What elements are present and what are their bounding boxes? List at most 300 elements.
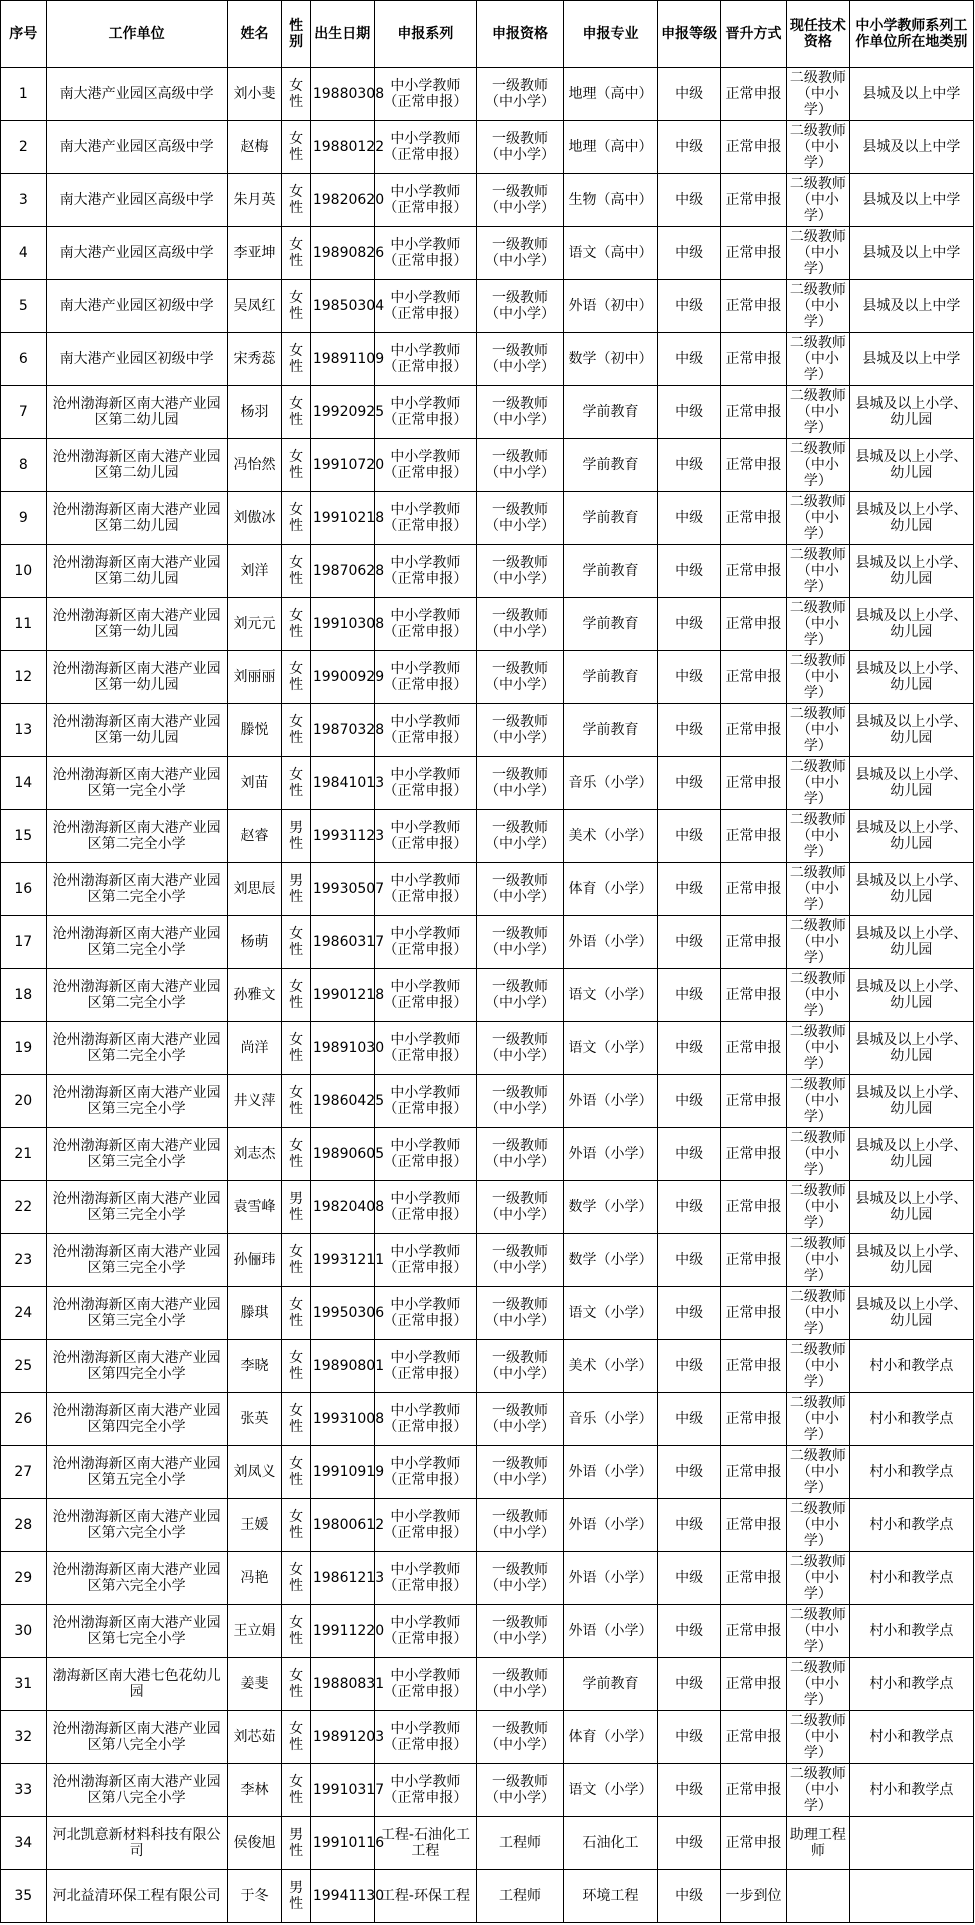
cell-gender: 女性 xyxy=(282,651,310,704)
cell-specialty: 生物（高中） xyxy=(563,174,658,227)
cell-current-title: 二级教师（中小学） xyxy=(787,227,850,280)
cell-gender: 男性 xyxy=(282,1181,310,1234)
cell-birthdate: 19931211 xyxy=(310,1234,374,1287)
cell-series: 中小学教师（正常申报） xyxy=(374,651,477,704)
cell-qualification: 一级教师（中小学） xyxy=(477,1393,564,1446)
cell-level: 中级 xyxy=(658,333,721,386)
cell-seq: 35 xyxy=(1,1870,47,1923)
cell-birthdate: 19841013 xyxy=(310,757,374,810)
cell-promotion: 正常申报 xyxy=(720,1340,786,1393)
cell-unit: 沧州渤海新区南大港产业园区第二幼儿园 xyxy=(46,545,227,598)
cell-series: 中小学教师（正常申报） xyxy=(374,1234,477,1287)
cell-current-title: 二级教师（中小学） xyxy=(787,1181,850,1234)
cell-gender: 女性 xyxy=(282,1711,310,1764)
cell-series: 中小学教师（正常申报） xyxy=(374,1552,477,1605)
cell-qualification: 一级教师（中小学） xyxy=(477,227,564,280)
cell-specialty: 语文（小学） xyxy=(563,1287,658,1340)
cell-specialty: 体育（小学） xyxy=(563,863,658,916)
cell-unit: 沧州渤海新区南大港产业园区第六完全小学 xyxy=(46,1499,227,1552)
cell-qualification: 一级教师（中小学） xyxy=(477,386,564,439)
cell-level: 中级 xyxy=(658,757,721,810)
cell-current-title: 二级教师（中小学） xyxy=(787,598,850,651)
cell-specialty: 语文（小学） xyxy=(563,969,658,1022)
header-birthdate: 出生日期 xyxy=(310,1,374,68)
table-row xyxy=(1,651,974,704)
cell-promotion: 正常申报 xyxy=(720,1287,786,1340)
cell-promotion: 正常申报 xyxy=(720,1711,786,1764)
table-row xyxy=(1,1234,974,1287)
table-row xyxy=(1,916,974,969)
table-row xyxy=(1,1658,974,1711)
cell-birthdate: 19870628 xyxy=(310,545,374,598)
table-row xyxy=(1,386,974,439)
cell-name: 刘志杰 xyxy=(227,1128,282,1181)
table-row xyxy=(1,545,974,598)
table-row xyxy=(1,492,974,545)
cell-gender: 女性 xyxy=(282,121,310,174)
cell-location-category: 县城及以上小学、幼儿园 xyxy=(849,1075,973,1128)
cell-location-category: 村小和教学点 xyxy=(849,1446,973,1499)
cell-birthdate: 19820408 xyxy=(310,1181,374,1234)
cell-promotion: 正常申报 xyxy=(720,1658,786,1711)
cell-level: 中级 xyxy=(658,1499,721,1552)
cell-unit: 沧州渤海新区南大港产业园区第二完全小学 xyxy=(46,810,227,863)
cell-promotion: 正常申报 xyxy=(720,1817,786,1870)
cell-qualification: 一级教师（中小学） xyxy=(477,1552,564,1605)
cell-series: 中小学教师（正常申报） xyxy=(374,1658,477,1711)
cell-location-category: 县城及以上小学、幼儿园 xyxy=(849,704,973,757)
cell-birthdate: 19910317 xyxy=(310,1764,374,1817)
cell-seq: 20 xyxy=(1,1075,47,1128)
cell-current-title: 二级教师（中小学） xyxy=(787,333,850,386)
cell-current-title: 二级教师（中小学） xyxy=(787,545,850,598)
cell-current-title: 二级教师（中小学） xyxy=(787,969,850,1022)
cell-level: 中级 xyxy=(658,1764,721,1817)
cell-gender: 男性 xyxy=(282,810,310,863)
cell-gender: 女性 xyxy=(282,386,310,439)
cell-name: 赵睿 xyxy=(227,810,282,863)
cell-name: 王媛 xyxy=(227,1499,282,1552)
cell-current-title: 二级教师（中小学） xyxy=(787,121,850,174)
header-unit: 工作单位 xyxy=(46,1,227,68)
cell-series: 工程-环保工程 xyxy=(374,1870,477,1923)
cell-level: 中级 xyxy=(658,121,721,174)
header-current-title: 现任技术资格 xyxy=(787,1,850,68)
cell-gender: 女性 xyxy=(282,757,310,810)
cell-seq: 27 xyxy=(1,1446,47,1499)
cell-qualification: 一级教师（中小学） xyxy=(477,1340,564,1393)
cell-qualification: 一级教师（中小学） xyxy=(477,757,564,810)
cell-location-category: 县城及以上小学、幼儿园 xyxy=(849,386,973,439)
cell-seq: 29 xyxy=(1,1552,47,1605)
cell-promotion: 正常申报 xyxy=(720,969,786,1022)
cell-location-category: 县城及以上小学、幼儿园 xyxy=(849,1181,973,1234)
header-specialty: 申报专业 xyxy=(563,1,658,68)
cell-specialty: 学前教育 xyxy=(563,1658,658,1711)
cell-unit: 河北凯意新材料科技有限公司 xyxy=(46,1817,227,1870)
cell-specialty: 数学（初中） xyxy=(563,333,658,386)
header-seq: 序号 xyxy=(1,1,47,68)
cell-current-title: 二级教师（中小学） xyxy=(787,1287,850,1340)
cell-current-title: 二级教师（中小学） xyxy=(787,492,850,545)
cell-level: 中级 xyxy=(658,1446,721,1499)
cell-level: 中级 xyxy=(658,1393,721,1446)
cell-seq: 25 xyxy=(1,1340,47,1393)
cell-name: 李晓 xyxy=(227,1340,282,1393)
cell-series: 中小学教师（正常申报） xyxy=(374,439,477,492)
cell-name: 刘芯茹 xyxy=(227,1711,282,1764)
cell-unit: 沧州渤海新区南大港产业园区第三完全小学 xyxy=(46,1128,227,1181)
table-row xyxy=(1,1605,974,1658)
cell-specialty: 外语（小学） xyxy=(563,1605,658,1658)
cell-seq: 3 xyxy=(1,174,47,227)
cell-promotion: 正常申报 xyxy=(720,333,786,386)
cell-unit: 沧州渤海新区南大港产业园区第二完全小学 xyxy=(46,1022,227,1075)
cell-birthdate: 19911220 xyxy=(310,1605,374,1658)
cell-series: 中小学教师（正常申报） xyxy=(374,1605,477,1658)
cell-unit: 沧州渤海新区南大港产业园区第三完全小学 xyxy=(46,1234,227,1287)
cell-qualification: 一级教师（中小学） xyxy=(477,333,564,386)
cell-name: 于冬 xyxy=(227,1870,282,1923)
cell-current-title: 二级教师（中小学） xyxy=(787,1393,850,1446)
cell-level: 中级 xyxy=(658,1234,721,1287)
cell-name: 刘苗 xyxy=(227,757,282,810)
cell-qualification: 一级教师（中小学） xyxy=(477,1764,564,1817)
cell-seq: 21 xyxy=(1,1128,47,1181)
table-row xyxy=(1,969,974,1022)
cell-level: 中级 xyxy=(658,1075,721,1128)
cell-birthdate: 19880122 xyxy=(310,121,374,174)
cell-gender: 男性 xyxy=(282,1817,310,1870)
cell-level: 中级 xyxy=(658,227,721,280)
header-level: 申报等级 xyxy=(658,1,721,68)
cell-specialty: 音乐（小学） xyxy=(563,1393,658,1446)
cell-location-category: 县城及以上小学、幼儿园 xyxy=(849,1287,973,1340)
cell-promotion: 正常申报 xyxy=(720,598,786,651)
cell-seq: 19 xyxy=(1,1022,47,1075)
cell-seq: 18 xyxy=(1,969,47,1022)
cell-promotion: 正常申报 xyxy=(720,121,786,174)
cell-current-title: 二级教师（中小学） xyxy=(787,1446,850,1499)
cell-level: 中级 xyxy=(658,280,721,333)
cell-seq: 28 xyxy=(1,1499,47,1552)
cell-qualification: 一级教师（中小学） xyxy=(477,280,564,333)
cell-promotion: 正常申报 xyxy=(720,1605,786,1658)
cell-current-title: 二级教师（中小学） xyxy=(787,1711,850,1764)
cell-qualification: 一级教师（中小学） xyxy=(477,810,564,863)
cell-current-title: 二级教师（中小学） xyxy=(787,174,850,227)
cell-name: 孙俪玮 xyxy=(227,1234,282,1287)
cell-qualification: 一级教师（中小学） xyxy=(477,651,564,704)
cell-qualification: 一级教师（中小学） xyxy=(477,545,564,598)
cell-gender: 女性 xyxy=(282,439,310,492)
cell-qualification: 一级教师（中小学） xyxy=(477,704,564,757)
cell-qualification: 一级教师（中小学） xyxy=(477,68,564,121)
cell-birthdate: 19910919 xyxy=(310,1446,374,1499)
cell-specialty: 石油化工 xyxy=(563,1817,658,1870)
cell-location-category: 县城及以上中学 xyxy=(849,174,973,227)
cell-gender: 女性 xyxy=(282,1393,310,1446)
cell-location-category: 县城及以上小学、幼儿园 xyxy=(849,863,973,916)
cell-promotion: 正常申报 xyxy=(720,651,786,704)
cell-seq: 24 xyxy=(1,1287,47,1340)
cell-location-category: 县城及以上中学 xyxy=(849,227,973,280)
cell-level: 中级 xyxy=(658,1340,721,1393)
cell-specialty: 音乐（小学） xyxy=(563,757,658,810)
cell-birthdate: 19890826 xyxy=(310,227,374,280)
cell-promotion: 正常申报 xyxy=(720,174,786,227)
cell-gender: 女性 xyxy=(282,492,310,545)
table-row xyxy=(1,68,974,121)
cell-unit: 南大港产业园区高级中学 xyxy=(46,121,227,174)
cell-location-category: 村小和教学点 xyxy=(849,1552,973,1605)
cell-current-title: 二级教师（中小学） xyxy=(787,863,850,916)
cell-name: 刘元元 xyxy=(227,598,282,651)
cell-name: 吴凤红 xyxy=(227,280,282,333)
cell-unit: 沧州渤海新区南大港产业园区第一完全小学 xyxy=(46,757,227,810)
cell-promotion: 正常申报 xyxy=(720,492,786,545)
cell-name: 刘凤义 xyxy=(227,1446,282,1499)
cell-location-category: 县城及以上小学、幼儿园 xyxy=(849,492,973,545)
cell-seq: 31 xyxy=(1,1658,47,1711)
cell-level: 中级 xyxy=(658,863,721,916)
cell-qualification: 一级教师（中小学） xyxy=(477,121,564,174)
cell-unit: 沧州渤海新区南大港产业园区第二幼儿园 xyxy=(46,386,227,439)
cell-series: 中小学教师（正常申报） xyxy=(374,68,477,121)
cell-current-title: 二级教师（中小学） xyxy=(787,68,850,121)
cell-name: 宋秀蕊 xyxy=(227,333,282,386)
cell-seq: 11 xyxy=(1,598,47,651)
cell-level: 中级 xyxy=(658,1287,721,1340)
cell-birthdate: 19900929 xyxy=(310,651,374,704)
cell-birthdate: 19910720 xyxy=(310,439,374,492)
cell-qualification: 一级教师（中小学） xyxy=(477,969,564,1022)
cell-name: 朱月英 xyxy=(227,174,282,227)
cell-name: 冯艳 xyxy=(227,1552,282,1605)
cell-qualification: 一级教师（中小学） xyxy=(477,863,564,916)
cell-series: 中小学教师（正常申报） xyxy=(374,1711,477,1764)
header-promotion: 晋升方式 xyxy=(720,1,786,68)
cell-birthdate: 19861213 xyxy=(310,1552,374,1605)
cell-specialty: 环境工程 xyxy=(563,1870,658,1923)
cell-name: 张英 xyxy=(227,1393,282,1446)
cell-series: 中小学教师（正常申报） xyxy=(374,174,477,227)
cell-specialty: 地理（高中） xyxy=(563,68,658,121)
cell-promotion: 正常申报 xyxy=(720,704,786,757)
cell-name: 刘思辰 xyxy=(227,863,282,916)
cell-birthdate: 19800612 xyxy=(310,1499,374,1552)
cell-current-title: 助理工程师 xyxy=(787,1817,850,1870)
cell-specialty: 学前教育 xyxy=(563,386,658,439)
cell-birthdate: 19880308 xyxy=(310,68,374,121)
table-row xyxy=(1,1446,974,1499)
cell-series: 中小学教师（正常申报） xyxy=(374,757,477,810)
cell-location-category: 县城及以上小学、幼儿园 xyxy=(849,1234,973,1287)
cell-promotion: 正常申报 xyxy=(720,1128,786,1181)
cell-qualification: 一级教师（中小学） xyxy=(477,1128,564,1181)
cell-specialty: 学前教育 xyxy=(563,651,658,704)
cell-unit: 沧州渤海新区南大港产业园区第三完全小学 xyxy=(46,1181,227,1234)
cell-current-title: 二级教师（中小学） xyxy=(787,280,850,333)
cell-current-title: 二级教师（中小学） xyxy=(787,1658,850,1711)
cell-current-title: 二级教师（中小学） xyxy=(787,1128,850,1181)
table-row xyxy=(1,1181,974,1234)
cell-series: 中小学教师（正常申报） xyxy=(374,704,477,757)
cell-gender: 女性 xyxy=(282,1075,310,1128)
table-row xyxy=(1,1552,974,1605)
cell-specialty: 美术（小学） xyxy=(563,1340,658,1393)
cell-series: 中小学教师（正常申报） xyxy=(374,333,477,386)
cell-series: 中小学教师（正常申报） xyxy=(374,1181,477,1234)
cell-level: 中级 xyxy=(658,598,721,651)
cell-name: 侯俊旭 xyxy=(227,1817,282,1870)
cell-specialty: 外语（小学） xyxy=(563,916,658,969)
cell-qualification: 一级教师（中小学） xyxy=(477,1022,564,1075)
cell-birthdate: 19941130 xyxy=(310,1870,374,1923)
cell-level: 中级 xyxy=(658,386,721,439)
cell-birthdate: 19910218 xyxy=(310,492,374,545)
header-name: 姓名 xyxy=(227,1,282,68)
cell-specialty: 外语（小学） xyxy=(563,1446,658,1499)
cell-birthdate: 19891030 xyxy=(310,1022,374,1075)
cell-promotion: 正常申报 xyxy=(720,1075,786,1128)
cell-promotion: 正常申报 xyxy=(720,280,786,333)
cell-name: 杨萌 xyxy=(227,916,282,969)
cell-unit: 沧州渤海新区南大港产业园区第七完全小学 xyxy=(46,1605,227,1658)
cell-location-category: 村小和教学点 xyxy=(849,1711,973,1764)
cell-birthdate: 19890801 xyxy=(310,1340,374,1393)
cell-unit: 沧州渤海新区南大港产业园区第三完全小学 xyxy=(46,1075,227,1128)
cell-location-category: 村小和教学点 xyxy=(849,1605,973,1658)
table-row xyxy=(1,1817,974,1870)
cell-gender: 女性 xyxy=(282,227,310,280)
table-row xyxy=(1,1764,974,1817)
cell-name: 李林 xyxy=(227,1764,282,1817)
cell-birthdate: 19890605 xyxy=(310,1128,374,1181)
cell-current-title: 二级教师（中小学） xyxy=(787,1022,850,1075)
cell-birthdate: 19910308 xyxy=(310,598,374,651)
cell-gender: 男性 xyxy=(282,863,310,916)
cell-level: 中级 xyxy=(658,704,721,757)
cell-promotion: 正常申报 xyxy=(720,1234,786,1287)
cell-qualification: 一级教师（中小学） xyxy=(477,492,564,545)
cell-specialty: 外语（初中） xyxy=(563,280,658,333)
cell-birthdate: 19931123 xyxy=(310,810,374,863)
cell-level: 中级 xyxy=(658,810,721,863)
cell-unit: 南大港产业园区高级中学 xyxy=(46,68,227,121)
cell-promotion: 正常申报 xyxy=(720,386,786,439)
header-series: 申报系列 xyxy=(374,1,477,68)
cell-gender: 女性 xyxy=(282,545,310,598)
cell-seq: 14 xyxy=(1,757,47,810)
cell-name: 姜斐 xyxy=(227,1658,282,1711)
cell-gender: 女性 xyxy=(282,1234,310,1287)
cell-seq: 5 xyxy=(1,280,47,333)
cell-unit: 南大港产业园区初级中学 xyxy=(46,333,227,386)
cell-promotion: 正常申报 xyxy=(720,810,786,863)
cell-unit: 南大港产业园区高级中学 xyxy=(46,174,227,227)
cell-qualification: 一级教师（中小学） xyxy=(477,1181,564,1234)
cell-unit: 沧州渤海新区南大港产业园区第三完全小学 xyxy=(46,1287,227,1340)
cell-qualification: 一级教师（中小学） xyxy=(477,916,564,969)
cell-current-title: 二级教师（中小学） xyxy=(787,386,850,439)
table-row xyxy=(1,1022,974,1075)
cell-birthdate: 19910116 xyxy=(310,1817,374,1870)
cell-gender: 女性 xyxy=(282,68,310,121)
cell-gender: 女性 xyxy=(282,704,310,757)
cell-level: 中级 xyxy=(658,492,721,545)
cell-unit: 沧州渤海新区南大港产业园区第一幼儿园 xyxy=(46,651,227,704)
cell-location-category: 县城及以上中学 xyxy=(849,121,973,174)
cell-unit: 沧州渤海新区南大港产业园区第四完全小学 xyxy=(46,1393,227,1446)
cell-gender: 女性 xyxy=(282,1552,310,1605)
cell-name: 刘小斐 xyxy=(227,68,282,121)
cell-current-title: 二级教师（中小学） xyxy=(787,1234,850,1287)
cell-unit: 沧州渤海新区南大港产业园区第二幼儿园 xyxy=(46,439,227,492)
cell-location-category: 村小和教学点 xyxy=(849,1499,973,1552)
cell-current-title: 二级教师（中小学） xyxy=(787,757,850,810)
cell-specialty: 学前教育 xyxy=(563,545,658,598)
cell-name: 赵梅 xyxy=(227,121,282,174)
cell-name: 袁雪峰 xyxy=(227,1181,282,1234)
cell-level: 中级 xyxy=(658,651,721,704)
cell-series: 中小学教师（正常申报） xyxy=(374,121,477,174)
cell-location-category: 县城及以上小学、幼儿园 xyxy=(849,651,973,704)
cell-promotion: 正常申报 xyxy=(720,757,786,810)
cell-specialty: 学前教育 xyxy=(563,439,658,492)
cell-level: 中级 xyxy=(658,1181,721,1234)
cell-level: 中级 xyxy=(658,1552,721,1605)
cell-current-title: 二级教师（中小学） xyxy=(787,1499,850,1552)
cell-series: 中小学教师（正常申报） xyxy=(374,227,477,280)
cell-specialty: 学前教育 xyxy=(563,598,658,651)
cell-gender: 女性 xyxy=(282,598,310,651)
cell-seq: 22 xyxy=(1,1181,47,1234)
cell-level: 中级 xyxy=(658,916,721,969)
cell-gender: 女性 xyxy=(282,916,310,969)
cell-promotion: 正常申报 xyxy=(720,1764,786,1817)
cell-promotion: 正常申报 xyxy=(720,227,786,280)
cell-specialty: 学前教育 xyxy=(563,704,658,757)
cell-location-category: 县城及以上小学、幼儿园 xyxy=(849,969,973,1022)
table-row xyxy=(1,1340,974,1393)
cell-unit: 沧州渤海新区南大港产业园区第二完全小学 xyxy=(46,863,227,916)
cell-seq: 34 xyxy=(1,1817,47,1870)
table-row xyxy=(1,1499,974,1552)
cell-current-title: 二级教师（中小学） xyxy=(787,1605,850,1658)
cell-name: 刘傲冰 xyxy=(227,492,282,545)
cell-series: 中小学教师（正常申报） xyxy=(374,598,477,651)
cell-location-category: 县城及以上中学 xyxy=(849,68,973,121)
cell-qualification: 一级教师（中小学） xyxy=(477,439,564,492)
cell-name: 刘洋 xyxy=(227,545,282,598)
cell-name: 滕悦 xyxy=(227,704,282,757)
cell-promotion: 正常申报 xyxy=(720,68,786,121)
cell-name: 滕琪 xyxy=(227,1287,282,1340)
cell-gender: 男性 xyxy=(282,1870,310,1923)
cell-promotion: 正常申报 xyxy=(720,1393,786,1446)
cell-unit: 沧州渤海新区南大港产业园区第八完全小学 xyxy=(46,1711,227,1764)
header-row xyxy=(1,1,974,68)
cell-series: 中小学教师（正常申报） xyxy=(374,386,477,439)
cell-level: 中级 xyxy=(658,174,721,227)
cell-name: 刘丽丽 xyxy=(227,651,282,704)
cell-unit: 南大港产业园区初级中学 xyxy=(46,280,227,333)
cell-birthdate: 19860317 xyxy=(310,916,374,969)
cell-gender: 女性 xyxy=(282,1446,310,1499)
cell-qualification: 一级教师（中小学） xyxy=(477,1446,564,1499)
cell-location-category: 县城及以上小学、幼儿园 xyxy=(849,757,973,810)
